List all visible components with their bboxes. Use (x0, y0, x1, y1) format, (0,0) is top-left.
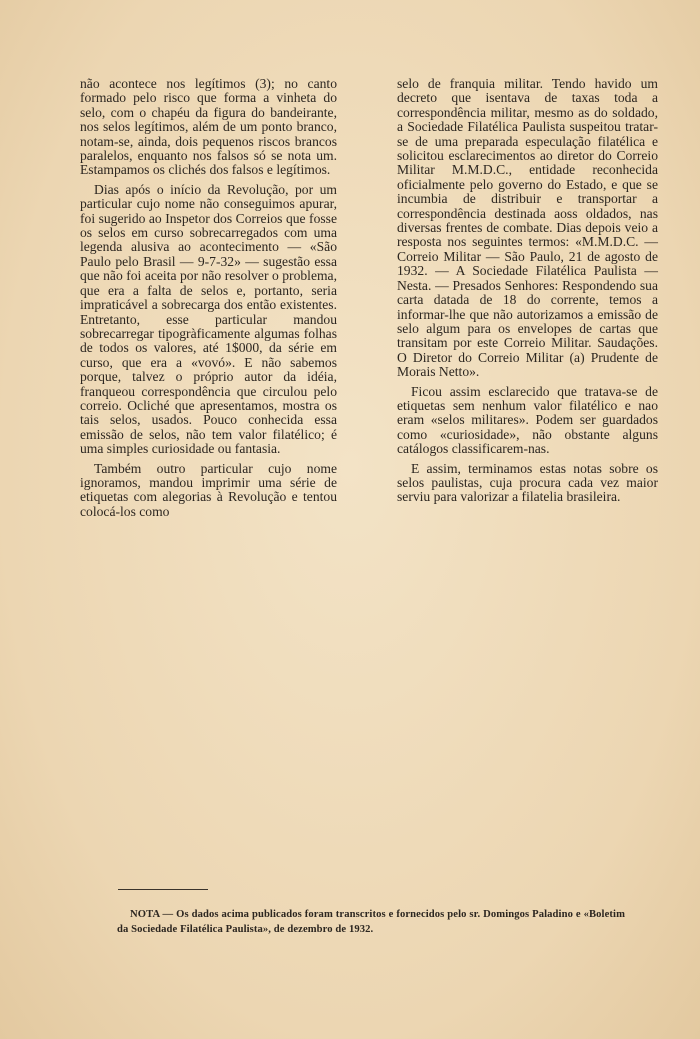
right-paragraph-2: Ficou assim esclarecido que tratava-se de etiquetas sem nenhum valor filatélico e nao eram «selos militares». Podem ser guardados como «curiosidade», não obstante alguns catálogos classificarem-nas. (397, 383, 658, 457)
left-paragraph-3: Também outro particular cujo nome ignoramos, mandou imprimir uma série de etiquetas com alegorias à Revolução e tentou colocá-los como (80, 460, 337, 519)
right-paragraph-3: E assim, terminamos estas notas sobre os selos paulistas, cuja procura cada vez maior serviu para valorizar a filatelia brasileira. (397, 460, 658, 505)
left-paragraph-1: não acontece nos legítimos (3); no canto formado pelo risco que forma a vinheta do selo, com o chapéu da figura do bandeirante, nos selos legítimos, além de um ponto branco, notam-se, ainda, dois pequenos riscos brancos paralelos, enquanto nos falsos só se nota um. Estampamos os clichés dos falsos e legítimos. (80, 76, 337, 178)
footnote-rule (118, 889, 208, 890)
footnote-text: NOTA — Os dados acima publicados foram transcritos e fornecidos pelo sr. Domingos Paladino e «Boletim da Sociedade Filatélica Paulista», de dezembro de 1932. (117, 909, 625, 935)
footnote (117, 907, 625, 937)
left-paragraph-2: Dias após o início da Revolução, por um particular cujo nome não conseguimos apurar, foi sugerido ao Inspetor dos Correios que fosse os selos em curso sobrecarregados com uma legenda alusiva ao acontecimento — «São Paulo pelo Brasil — 9-7-32» — sugestão essa que não foi aceita por não resolver o problema, que era a falta de selos e, portanto, seria impraticável a sobrecarga dos então existentes. Entretanto, esse particular mandou sobrecarregar tipogràficamente algumas folhas de todos os valores, até 1$000, da série em curso, que era a «vovó». E não sabemos porque, talvez o próprio autor da idéia, franqueou correspondência que circulou pelo correio. Ocliché que apresentamos, mostra os tais selos, usados. Pouco conhecida essa emissão de selos, não tem valor filatélico; é uma simples curiosidade ou fantasia. (80, 181, 337, 457)
right-column (397, 77, 658, 510)
right-paragraph-1: selo de franquia militar. Tendo havido um decreto que isentava de taxas toda a correspondência militar, mesmo as do soldado, a Sociedade Filatélica Paulista suspeitou tratar-se de uma preparada especulação filatélica e solicitou esclarecimentos ao diretor do Correio Militar M.M.D.C., entidade reconhecida oficialmente pelo governo do Estado, e que se incumbia de distribuir e transportar a correspondência destinada aoss oldados, nas diversas frentes de combate. Dias depois veio a resposta nos seguintes termos: «M.M.D.C. — Correio Militar — São Paulo, 21 de agosto de 1932. — A Sociedade Filatélica Paulista — Nesta. — Presados Senhores: Respondendo sua carta datada de 18 do corrente, temos a informar-lhe que não autorizamos a emissão de selo algum para os envelopes de cartas que transitam por este Correio Militar. Saudações. O Diretor do Correio Militar (a) Prudente de Morais Netto». (397, 76, 658, 380)
left-column (80, 77, 337, 524)
